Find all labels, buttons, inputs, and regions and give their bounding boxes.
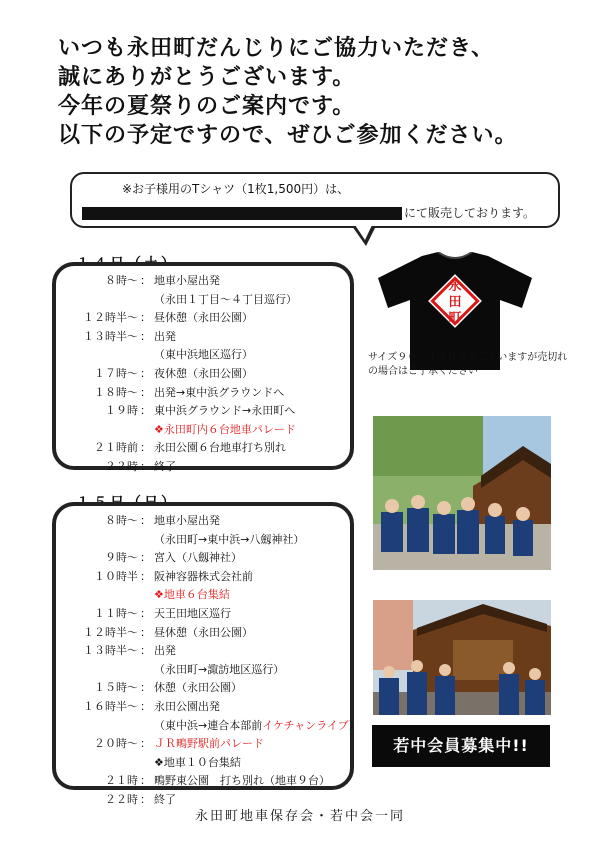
schedule-row [70, 384, 350, 403]
schedule-desc-text: 永田公園６台地車打ち別れ [154, 441, 286, 455]
festival-photo-1 [373, 416, 551, 570]
schedule-desc-text: 休憩（永田公園） [154, 681, 242, 695]
schedule-desc [154, 661, 284, 677]
schedule-desc [154, 754, 241, 770]
schedule-colon: ： [140, 329, 151, 343]
schedule-desc-text: ＪＲ鴫野駅前パレード [154, 737, 264, 751]
tshirt-notice-line2 [82, 204, 535, 221]
schedule-desc-text: （永田町→東中浜→八劔神社） [154, 532, 305, 546]
tshirt-notice-line2-tail: にて販売しております。 [404, 206, 536, 220]
schedule-time: １１時〜 [94, 606, 138, 620]
schedule-desc-text: ❖地車１０台集結 [154, 755, 241, 769]
recruit-banner: 若中会員募集中!! [372, 725, 550, 767]
schedule-row [70, 531, 350, 550]
schedule-time: １３時半〜 [83, 644, 138, 658]
schedule-row [70, 698, 350, 717]
schedule-desc [154, 549, 242, 565]
schedule-desc [154, 309, 253, 325]
schedule-desc [154, 717, 360, 733]
schedule-time: １２時半〜 [83, 625, 138, 639]
schedule-row [70, 754, 350, 773]
schedule-desc [154, 272, 220, 288]
schedule-desc-text: （永田１丁目〜４丁目巡行） [154, 292, 297, 306]
schedule-time: １０時半 [94, 569, 138, 583]
schedule-row [70, 458, 350, 477]
schedule-row [70, 291, 350, 310]
day15-schedule [70, 512, 360, 810]
schedule-row [70, 586, 350, 605]
headline-line: 誠にありがとうございます。 [58, 65, 356, 90]
schedule-desc-text: 出発→東中浜グラウンドへ [154, 385, 285, 399]
schedule-row [70, 735, 350, 754]
day14-schedule [70, 272, 350, 477]
shirt-print-char: 永 [448, 279, 462, 294]
schedule-colon: ： [140, 569, 151, 583]
schedule-desc [154, 458, 176, 474]
schedule-desc-tail: ） [348, 718, 360, 732]
schedule-desc [154, 735, 264, 751]
schedule-desc [154, 365, 253, 381]
schedule-desc-text: 永田公園出発 [154, 699, 220, 713]
headline-line: いつも永田町だんじりにご協力いただき、 [58, 36, 495, 61]
schedule-colon: ： [140, 311, 151, 325]
schedule-desc [154, 328, 176, 344]
schedule-desc [154, 439, 286, 455]
tshirt-notice-bubble [70, 172, 560, 228]
schedule-colon: ： [140, 385, 151, 399]
schedule-time: ２２時 [105, 459, 138, 473]
schedule-desc-text: ❖地車６台集結 [154, 588, 230, 602]
schedule-row [70, 549, 350, 568]
schedule-time: １６時半〜 [83, 699, 138, 713]
schedule-time: １５時〜 [94, 681, 138, 695]
tshirt-notice-line1: ※お子様用のTシャツ（1枚1,500円）は、 [122, 182, 350, 196]
headline-line: 以下の予定ですので、ぜひご参加ください。 [58, 123, 518, 148]
schedule-desc [154, 402, 295, 418]
schedule-desc [154, 384, 284, 400]
schedule-row [70, 512, 350, 531]
schedule-desc [154, 679, 242, 695]
schedule-desc-text: 昼休憩（永田公園） [154, 625, 253, 639]
schedule-colon: ： [140, 274, 151, 287]
schedule-row [70, 605, 350, 624]
schedule-desc [154, 772, 330, 788]
schedule-time: ２０時〜 [94, 737, 138, 751]
schedule-time: ８時〜 [105, 274, 138, 287]
headline-line: 今年の夏祭りのご案内です。 [58, 94, 356, 119]
festival-photo-2 [373, 600, 551, 715]
schedule-time: １２時半〜 [83, 311, 138, 325]
schedule-desc [154, 698, 220, 714]
schedule-desc-text: 出発 [154, 329, 176, 343]
schedule-row [70, 568, 350, 587]
schedule-colon: ： [140, 366, 151, 380]
schedule-desc-text: 天王田地区巡行 [154, 606, 231, 620]
schedule-desc [154, 568, 253, 584]
schedule-desc [154, 605, 231, 621]
schedule-row [70, 772, 350, 791]
schedule-desc [154, 624, 253, 640]
schedule-row [70, 717, 360, 736]
headline [58, 34, 578, 150]
schedule-desc-text: 鴫野東公園 打ち別れ（地車９台） [154, 774, 330, 788]
schedule-desc-text: 出発 [154, 644, 176, 658]
schedule-desc-text: 終了 [154, 459, 176, 473]
shirt-size-note: サイズ９０〜１５０までございますが売切れの場合はご了承ください [368, 352, 568, 377]
schedule-desc [154, 291, 297, 307]
schedule-colon: ： [140, 774, 151, 788]
bubble-tail-fill [355, 225, 372, 240]
schedule-time: １９時 [105, 404, 138, 418]
schedule-desc-text: 東中浜グラウンド→永田町へ [154, 404, 296, 418]
schedule-colon: ： [140, 737, 151, 751]
schedule-time: １７時〜 [94, 366, 138, 380]
schedule-desc-text: ❖永田町内６台地車パレード [154, 422, 296, 436]
schedule-colon: ： [140, 681, 151, 695]
schedule-desc-text: 宮入（八劔神社） [154, 551, 242, 565]
schedule-desc-text: 夜休憩（永田公園） [154, 366, 253, 380]
schedule-desc-text: 終了 [154, 792, 176, 806]
schedule-colon: ： [140, 625, 151, 639]
schedule-desc-text: 阪神容器株式会社前 [154, 569, 253, 583]
schedule-row [70, 679, 350, 698]
schedule-desc-text: 地車小屋出発 [154, 514, 220, 527]
redaction-bar [82, 207, 402, 220]
schedule-colon: ： [140, 441, 151, 455]
schedule-desc [154, 642, 176, 658]
schedule-row [70, 421, 350, 440]
schedule-colon: ： [140, 404, 151, 418]
schedule-time: ２１時 [105, 774, 138, 788]
footer-organizer: 永田町地車保存会・若中会一同 [194, 809, 405, 824]
schedule-colon: ： [140, 644, 151, 658]
schedule-colon: ： [140, 459, 151, 473]
schedule-desc-text: 地車小屋出発 [154, 274, 220, 287]
schedule-row [70, 365, 350, 384]
schedule-desc-text: （東中浜地区巡行） [154, 348, 253, 362]
schedule-time: １３時半〜 [83, 329, 138, 343]
schedule-desc [154, 421, 296, 437]
schedule-desc-text: （永田町→諏訪地区巡行） [154, 662, 285, 676]
schedule-desc-text: 昼休憩（永田公園） [154, 311, 253, 325]
schedule-row [70, 402, 350, 421]
schedule-time: ９時〜 [105, 551, 138, 565]
shirt-print-char: 田 [448, 295, 462, 310]
schedule-row [70, 309, 350, 328]
schedule-row [70, 661, 350, 680]
shirt-print-char: 町 [448, 311, 462, 326]
schedule-time: ２２時 [105, 792, 138, 806]
schedule-desc [154, 346, 253, 362]
schedule-desc [154, 512, 220, 528]
schedule-time: １８時〜 [94, 385, 138, 399]
schedule-row [70, 346, 350, 365]
schedule-time: ２１時前 [94, 441, 138, 455]
schedule-row [70, 624, 350, 643]
schedule-desc-highlight: イケチャンライブ [262, 718, 349, 732]
schedule-row [70, 439, 350, 458]
schedule-desc [154, 531, 304, 547]
schedule-colon: ： [140, 606, 151, 620]
schedule-row [70, 272, 350, 291]
schedule-row [70, 642, 350, 661]
schedule-desc-text: （東中浜→連合本部前 [154, 718, 263, 732]
schedule-colon: ： [140, 514, 151, 527]
schedule-desc [154, 586, 230, 602]
schedule-colon: ： [140, 699, 151, 713]
schedule-time: ８時〜 [105, 514, 138, 527]
schedule-colon: ： [140, 792, 151, 806]
schedule-colon: ： [140, 551, 151, 565]
schedule-row [70, 328, 350, 347]
